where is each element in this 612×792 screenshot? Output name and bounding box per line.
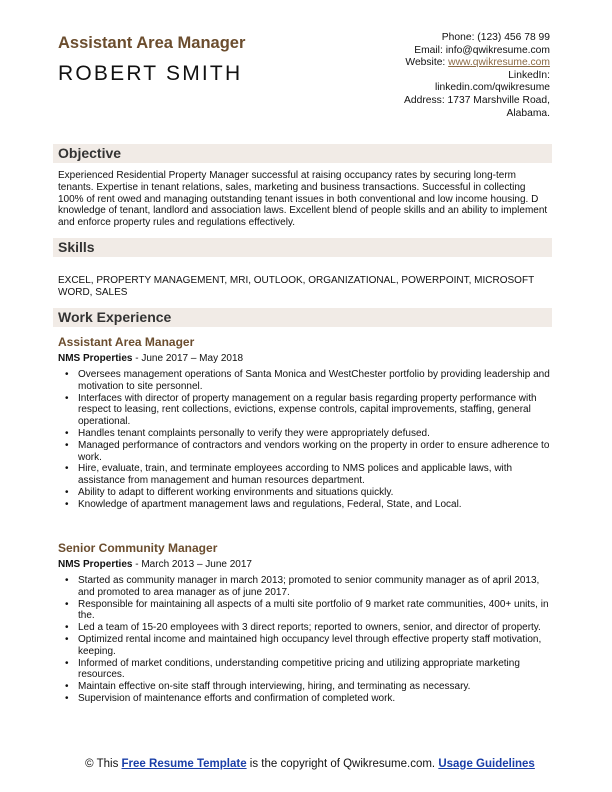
objective-heading-bar: [53, 144, 552, 163]
job-role: Assistant Area Manager: [58, 335, 195, 349]
list-item: • Managed performance of contractors and vendors working on the property in order to ensure adherence to work.: [58, 440, 552, 464]
list-item: • Hire, evaluate, train, and terminate employees according to NMS polices and applicable laws, with assistance from management and human resources department.: [58, 463, 552, 487]
usage-guidelines-link[interactable]: Usage Guidelines: [438, 758, 535, 770]
contact-address-line2: Alabama.: [506, 107, 550, 119]
website-link[interactable]: www.qwikresume.com: [448, 57, 550, 69]
list-item: • Interfaces with director of property management on a regular basis regarding property performance with respect to leasing, rent collections, evictions, expense controls, capital improvements, staffing, general operational.: [58, 393, 552, 428]
list-item: • Responsible for maintaining all aspects of a multi site portfolio of 9 market rate communities, 400+ units, in the.: [58, 599, 552, 623]
job-role: Senior Community Manager: [58, 541, 218, 555]
list-item: • Started as community manager in march 2013; promoted to senior community manager as of april 2013, and promoted to area manager as of june 2017.: [58, 575, 552, 599]
list-item: • Maintain effective on-site staff through interviewing, hiring, and terminating as necessary.: [58, 681, 552, 693]
job-company: NMS Properties: [58, 559, 133, 570]
header-job-title: Assistant Area Manager: [58, 34, 246, 52]
list-item: • Optimized rental income and maintained high occupancy level through effective property staff motivation, keeping.: [58, 634, 552, 658]
list-item: • Oversees management operations of Santa Monica and WestChester portfolio by providing leadership and motivation to site personnel.: [58, 369, 552, 393]
job-dates: - March 2013 – June 2017: [132, 559, 252, 570]
objective-heading: Objective: [58, 145, 122, 161]
list-item: • Led a team of 15-20 employees with 3 direct reports; reported to owners, senior, and director of property.: [58, 622, 552, 634]
job-bullets: [58, 575, 552, 705]
footer-prefix: © This: [85, 758, 122, 770]
experience-heading: Work Experience: [58, 309, 172, 325]
objective-text: Experienced Residential Property Manager successful at raising occupancy rates by securing long-term tenants. Expertise in tenant relations, sales, marketing and business transactions. Successful in collecting 100% of rent owed and managing outstanding tenant issues in both conventional and low income housing. D knowledge of tenant, landlord and association laws. Excellent blend of people skills and an ability to implement and enforce property rules and regulations effectively.: [58, 170, 548, 229]
footer: [80, 757, 540, 771]
job-company: NMS Properties: [58, 353, 133, 364]
job-bullets: [58, 369, 552, 511]
contact-website: [350, 57, 550, 70]
contact-phone: Phone: (123) 456 78 99: [441, 32, 550, 43]
experience-heading-bar: [53, 308, 552, 327]
skills-heading: Skills: [58, 239, 95, 255]
list-item: • Informed of market conditions, understanding competitive pricing and utilizing appropriate marketing resources.: [58, 658, 552, 682]
free-resume-template-link[interactable]: Free Resume Template: [121, 758, 247, 770]
contact-linkedin-label: LinkedIn:: [508, 69, 550, 81]
contact-email: Email: info@qwikresume.com: [414, 44, 550, 56]
contact-block: [350, 32, 550, 120]
skills-text: EXCEL, PROPERTY MANAGEMENT, MRI, OUTLOOK, ORGANIZATIONAL, POWERPOINT, MICROSOFT WORD, SALES: [58, 275, 534, 298]
list-item: • Handles tenant complaints personally to verify they were appropriately defused.: [58, 428, 552, 440]
list-item: • Ability to adapt to different working environments and situations quickly.: [58, 487, 552, 499]
list-item: • Supervision of maintenance efforts and confirmation of completed work.: [58, 693, 552, 705]
skills-heading-bar: [53, 238, 552, 257]
job-dates: - June 2017 – May 2018: [132, 353, 244, 364]
contact-linkedin-value: linkedin.com/qwikresume: [434, 82, 550, 94]
list-item: • Knowledge of apartment management laws and regulations, Federal, State, and Local.: [58, 499, 552, 511]
candidate-name: ROBERT SMITH: [58, 62, 243, 85]
footer-middle: is the copyright of Qwikresume.com.: [246, 758, 439, 770]
job-company-line: [58, 559, 252, 570]
website-label: Website:: [405, 57, 449, 69]
job-company-line: [58, 353, 243, 364]
contact-address-line1: Address: 1737 Marshville Road,: [404, 94, 550, 106]
